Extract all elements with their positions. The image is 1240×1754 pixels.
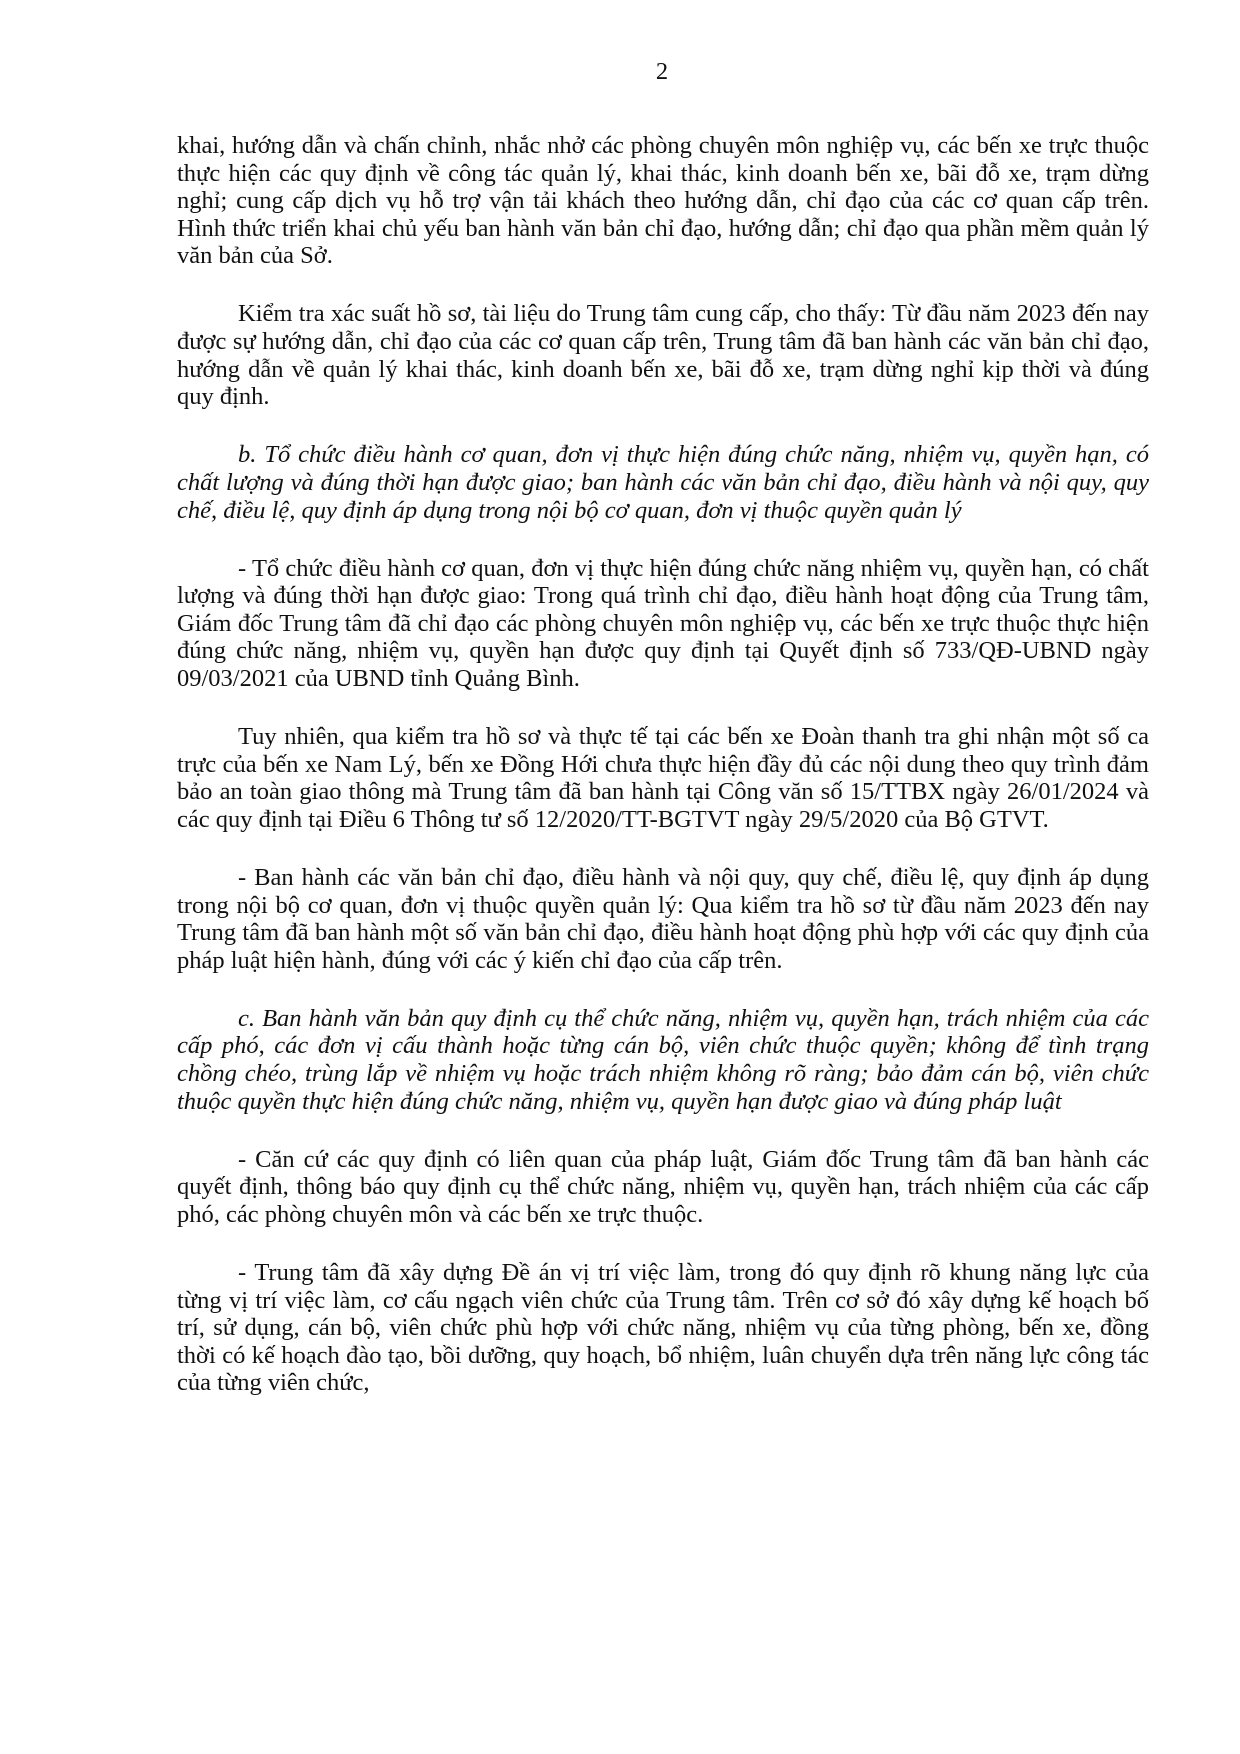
paragraph-however: Tuy nhiên, qua kiểm tra hồ sơ và thực tế tại các bến xe Đoàn thanh tra ghi nhận một số ca trực của bến xe Nam Lý, bến xe Đồng Hới chưa thực hiện đầy đủ các nội dung theo quy trình đảm bảo an toàn giao thông mà Trung tâm đã ban hành tại Công văn số 15/TTBX ngày 26/01/2024 và các quy định tại Điều 6 Thông tư số 12/2020/TT-BGTVT ngày 29/5/2020 của Bộ GTVT. xyxy=(177,723,1149,833)
document-body xyxy=(177,132,1149,1427)
paragraph-inspection-findings: Kiểm tra xác suất hồ sơ, tài liệu do Trung tâm cung cấp, cho thấy: Từ đầu năm 2023 đến nay được sự hướng dẫn, chỉ đạo của các cơ quan cấp trên, Trung tâm đã ban hành các văn bản chỉ đạo, hướng dẫn về quản lý khai thác, kinh doanh bến xe, bãi đỗ xe, trạm dừng nghỉ kịp thời và đúng quy định. xyxy=(177,300,1149,411)
paragraph-legal-basis: - Căn cứ các quy định có liên quan của pháp luật, Giám đốc Trung tâm đã ban hành các quyết định, thông báo quy định cụ thể chức năng, nhiệm vụ, quyền hạn, trách nhiệm của các cấp phó, các phòng chuyên môn và các bến xe trực thuộc. xyxy=(177,1145,1149,1228)
paragraph-organization: - Tổ chức điều hành cơ quan, đơn vị thực hiện đúng chức năng nhiệm vụ, quyền hạn, có chất lượng và đúng thời hạn được giao: Trong quá trình chỉ đạo, điều hành hoạt động của Trung tâm, Giám đốc Trung tâm đã chỉ đạo các phòng chuyên môn nghiệp vụ, các bến xe trực thuộc thực hiện đúng chức năng, nhiệm vụ, quyền hạn được quy định tại Quyết định số 733/QĐ-UBND ngày 09/03/2021 của UBND tỉnh Quảng Bình. xyxy=(177,554,1149,692)
section-heading-c: c. Ban hành văn bản quy định cụ thể chức năng, nhiệm vụ, quyền hạn, trách nhiệm của các cấp phó, các đơn vị cấu thành hoặc từng cán bộ, viên chức thuộc quyền; không để tình trạng chồng chéo, trùng lắp về nhiệm vụ hoặc trách nhiệm không rõ ràng; bảo đảm cán bộ, viên chức thuộc quyền thực hiện đúng chức năng, nhiệm vụ, quyền hạn được giao và đúng pháp luật xyxy=(177,1004,1149,1115)
paragraph-issued-documents: - Ban hành các văn bản chỉ đạo, điều hành và nội quy, quy chế, điều lệ, quy định áp dụng trong nội bộ cơ quan, đơn vị thuộc quyền quản lý: Qua kiểm tra hồ sơ từ đầu năm 2023 đến nay Trung tâm đã ban hành một số văn bản chỉ đạo, điều hành hoạt động phù hợp với các quy định của pháp luật hiện hành, đúng với các ý kiến chỉ đạo của cấp trên. xyxy=(177,863,1149,974)
paragraph-continuation: khai, hướng dẫn và chấn chỉnh, nhắc nhở các phòng chuyên môn nghiệp vụ, các bến xe trực thuộc thực hiện các quy định về công tác quản lý, khai thác, kinh doanh bến xe, bãi đỗ xe, trạm dừng nghỉ; cung cấp dịch vụ hỗ trợ vận tải khách theo hướng dẫn, chỉ đạo của các cơ quan cấp trên. Hình thức triển khai chủ yếu ban hành văn bản chỉ đạo, hướng dẫn; chỉ đạo qua phần mềm quản lý văn bản của Sở. xyxy=(177,132,1149,270)
section-heading-b: b. Tổ chức điều hành cơ quan, đơn vị thực hiện đúng chức năng, nhiệm vụ, quyền hạn, có chất lượng và đúng thời hạn được giao; ban hành các văn bản chỉ đạo, điều hành và nội quy, quy chế, điều lệ, quy định áp dụng trong nội bộ cơ quan, đơn vị thuộc quyền quản lý xyxy=(177,441,1149,524)
page-number: 2 xyxy=(655,58,669,85)
paragraph-job-positions: - Trung tâm đã xây dựng Đề án vị trí việc làm, trong đó quy định rõ khung năng lực của từng vị trí việc làm, cơ cấu ngạch viên chức của Trung tâm. Trên cơ sở đó xây dựng kế hoạch bố trí, sử dụng, cán bộ, viên chức phù hợp với chức năng, nhiệm vụ của từng phòng, bến xe, đồng thời có kế hoạch đào tạo, bồi dưỡng, quy hoạch, bổ nhiệm, luân chuyển dựa trên năng lực công tác của từng viên chức, xyxy=(177,1259,1149,1397)
